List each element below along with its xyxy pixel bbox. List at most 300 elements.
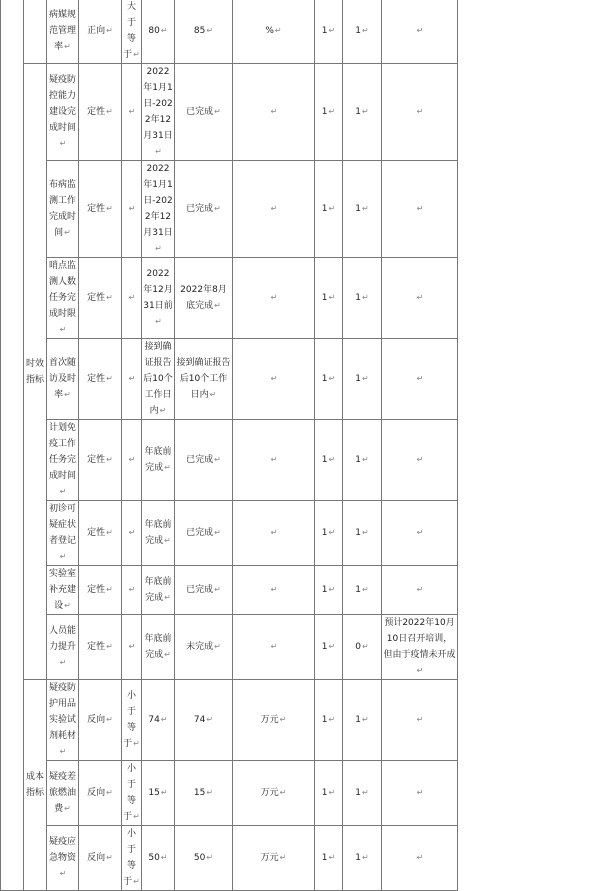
cell-w2-text: 1 [355,374,362,384]
paragraph-mark-icon: ↵ [133,50,140,59]
paragraph-mark-icon: ↵ [270,528,278,537]
cell-target-text: 年底前完成 [144,634,172,660]
paragraph-mark-icon: ↵ [160,853,168,862]
cell-unit-text: 万元 [260,715,279,725]
cell-op [122,826,142,891]
cell-unit [233,501,315,566]
paragraph-mark-icon: ↵ [64,42,71,51]
cell-unit [233,566,315,615]
paragraph-mark-icon: ↵ [362,455,369,464]
cell-w2 [343,0,382,64]
paragraph-mark-icon: ↵ [416,107,424,116]
cell-note-text: 预计2022年10月10日召开培训，但由于疫情未开成 [383,618,456,660]
cell-w2-text: 1 [355,455,362,465]
paragraph-mark-icon: ↵ [416,455,424,464]
cell-w1-text: 1 [321,374,328,384]
paragraph-mark-icon: ↵ [270,107,278,116]
paragraph-mark-icon: ↵ [106,293,113,302]
cell-nature-text: 反向 [87,715,106,725]
cell-actual [175,64,233,161]
paragraph-mark-icon: ↵ [328,853,336,862]
paragraph-mark-icon: ↵ [106,107,113,116]
table-row [1,615,605,680]
cell-w2 [343,566,382,615]
paragraph-mark-icon: ↵ [160,715,168,724]
cell-unit [233,161,315,258]
cell-w1 [315,0,343,64]
cell-actual-text: 已完成 [186,107,214,117]
cell-actual-text: 接到确证报告后10个工作日内 [176,358,231,400]
cell-nature [79,339,122,420]
cell-actual-text: 85 [193,26,206,36]
paragraph-mark-icon: ↵ [106,853,113,862]
paragraph-mark-icon: ↵ [106,204,113,213]
paragraph-mark-icon: ↵ [133,739,140,748]
cell-unit-text: 万元 [260,788,279,798]
table-row [1,420,605,501]
cell-nature-text: 定性 [87,374,106,384]
cell-op-text: 小于等于 [123,829,136,887]
cell-w2-text: 1 [355,293,362,303]
paragraph-mark-icon: ↵ [106,642,113,651]
paragraph-mark-icon: ↵ [59,139,67,148]
paragraph-mark-icon: ↵ [128,455,136,464]
cell-w2 [343,420,382,501]
cell-actual [175,161,233,258]
paragraph-mark-icon: ↵ [155,147,162,156]
cell-nature [79,501,122,566]
cell-target [142,566,175,615]
cell-w1 [315,420,343,501]
cell-w2-text: 1 [355,585,362,595]
paragraph-mark-icon: ↵ [328,788,336,797]
cell-actual-text: 已完成 [186,585,214,595]
cell-op [122,161,142,258]
cell-w2 [343,615,382,680]
cell-unit [233,258,315,339]
cell-unit-text: % [265,26,274,36]
cell-note [382,64,458,161]
paragraph-mark-icon: ↵ [59,487,67,496]
paragraph-mark-icon: ↵ [328,455,336,464]
paragraph-mark-icon: ↵ [128,204,136,213]
cell-w2 [343,761,382,826]
paragraph-mark-icon: ↵ [206,853,214,862]
cell-op [122,566,142,615]
cell-name-text: 布病监测工作完成时间 [48,180,76,238]
paragraph-mark-icon: ↵ [59,869,67,878]
cell-name [47,64,79,161]
cell-w2 [343,680,382,761]
paragraph-mark-icon: ↵ [214,107,221,116]
cell-target-text: 2022年1月1日-2022年12月31日 [143,67,173,141]
paragraph-mark-icon: ↵ [133,812,140,821]
cell-note [382,826,458,891]
cell-op [122,64,142,161]
table-row [1,501,605,566]
paragraph-mark-icon: ↵ [155,244,162,253]
paragraph-mark-icon: ↵ [128,107,136,116]
paragraph-mark-icon: ↵ [362,107,369,116]
group-label: 成本指标 [25,772,44,798]
cell-name-text: 人员能力提升 [48,626,76,652]
cell-w2 [343,826,382,891]
cell-w2-text: 1 [355,788,362,798]
paragraph-mark-icon: ↵ [362,642,369,651]
paragraph-mark-icon: ↵ [164,463,171,472]
paragraph-mark-icon: ↵ [133,877,140,886]
group-label: 时效指标 [25,358,44,385]
cell-actual [175,615,233,680]
paragraph-mark-icon: ↵ [64,228,71,237]
cell-actual-text: 已完成 [186,455,214,465]
paragraph-mark-icon: ↵ [106,374,113,383]
cell-actual [175,826,233,891]
paragraph-mark-icon: ↵ [416,715,424,724]
cell-actual [175,0,233,64]
cell-w1-text: 1 [321,788,328,798]
paragraph-mark-icon: ↵ [59,747,67,756]
paragraph-mark-icon: ↵ [328,374,336,383]
cell-unit-text: 万元 [260,853,279,863]
paragraph-mark-icon: ↵ [155,317,162,326]
cell-nature [79,64,122,161]
cell-nature-text: 定性 [87,528,106,538]
paragraph-mark-icon: ↵ [206,788,214,797]
cell-nature [79,161,122,258]
cell-target [142,826,175,891]
cell-note [382,615,458,680]
cell-target [142,0,175,64]
cell-w2-text: 1 [355,26,362,36]
paragraph-mark-icon: ↵ [128,528,136,537]
paragraph-mark-icon: ↵ [328,107,336,116]
paragraph-mark-icon: ↵ [362,204,369,213]
paragraph-mark-icon: ↵ [362,293,369,302]
paragraph-mark-icon: ↵ [416,666,424,675]
paragraph-mark-icon: ↵ [328,204,336,213]
cell-unit [233,0,315,64]
cell-actual [175,761,233,826]
cell-nature [79,761,122,826]
paragraph-mark-icon: ↵ [279,715,287,724]
paragraph-mark-icon: ↵ [362,528,369,537]
cell-nature-text: 反向 [87,788,106,798]
cell-unit [233,761,315,826]
cell-nature-text: 定性 [87,585,106,595]
cell-name [47,615,79,680]
cell-nature [79,258,122,339]
cell-target-text: 15 [148,788,160,798]
paragraph-mark-icon: ↵ [270,293,278,302]
cell-name-text: 病媒规范管理率 [48,10,76,52]
cell-op [122,615,142,680]
cell-target [142,161,175,258]
paragraph-mark-icon: ↵ [214,642,221,651]
paragraph-mark-icon: ↵ [416,204,424,213]
paragraph-mark-icon: ↵ [159,406,167,415]
paragraph-mark-icon: ↵ [362,26,369,35]
paragraph-mark-icon: ↵ [106,455,113,464]
table-row [1,161,605,258]
cell-actual [175,258,233,339]
cell-op [122,420,142,501]
paragraph-mark-icon: ↵ [64,601,71,610]
cell-target-text: 2022年12月31日前 [143,269,173,311]
cell-nature-text: 定性 [87,455,106,465]
cell-target [142,501,175,566]
paragraph-mark-icon: ↵ [160,788,168,797]
cell-name [47,161,79,258]
paragraph-mark-icon: ↵ [128,293,136,302]
cell-name-text: 疑疫防控能力建设完成时间 [48,75,76,133]
cell-op [122,501,142,566]
cell-name-text: 初诊可疑症状者登记 [48,504,76,546]
paragraph-mark-icon: ↵ [362,585,369,594]
cell-op-text: 大于等于 [123,2,136,60]
paragraph-mark-icon: ↵ [106,788,113,797]
paragraph-mark-icon: ↵ [416,853,424,862]
cell-note [382,161,458,258]
cell-w1-text: 1 [321,585,328,595]
cell-name [47,420,79,501]
cell-unit [233,64,315,161]
cell-op-text: 小于等于 [123,764,136,822]
paragraph-mark-icon: ↵ [106,585,113,594]
paragraph-mark-icon: ↵ [214,455,221,464]
paragraph-mark-icon: ↵ [128,585,136,594]
cell-w1-text: 1 [321,107,328,117]
cell-target-text: 年底前完成 [144,577,172,603]
table-row [1,680,605,761]
paragraph-mark-icon: ↵ [270,585,278,594]
cell-w1 [315,761,343,826]
paragraph-mark-icon: ↵ [64,804,71,813]
cell-nature-text: 定性 [87,204,106,214]
paragraph-mark-icon: ↵ [214,528,221,537]
cell-target [142,64,175,161]
cell-actual-text: 74 [193,715,206,725]
paragraph-mark-icon: ↵ [274,26,282,35]
paragraph-mark-icon: ↵ [416,585,424,594]
cell-w1 [315,615,343,680]
cell-name [47,258,79,339]
paragraph-mark-icon: ↵ [164,593,171,602]
paragraph-mark-icon: ↵ [416,528,424,537]
cell-op [122,0,142,64]
paragraph-mark-icon: ↵ [59,325,67,334]
cell-op [122,339,142,420]
table-row [1,566,605,615]
paragraph-mark-icon: ↵ [64,390,71,399]
cell-note [382,258,458,339]
paragraph-mark-icon: ↵ [214,585,221,594]
cell-actual [175,420,233,501]
cell-target-text: 50 [148,853,160,863]
paragraph-mark-icon: ↵ [164,536,171,545]
cell-w2-text: 1 [355,528,362,538]
table-row [1,761,605,826]
cell-nature [79,826,122,891]
paragraph-mark-icon: ↵ [362,374,369,383]
paragraph-mark-icon: ↵ [328,293,336,302]
cell-actual [175,339,233,420]
cell-nature [79,566,122,615]
cell-w1 [315,501,343,566]
cell-actual-text: 50 [193,853,206,863]
cell-name-text: 疑疫防护用品实验试剂耗材 [48,683,76,741]
paragraph-mark-icon: ↵ [214,301,221,310]
cell-note [382,501,458,566]
cell-name-text: 计划免疫工作任务完成时间 [48,423,76,481]
cell-actual-text: 15 [193,788,206,798]
cell-name-text: 疑疫差旅燃油费 [48,772,76,814]
paragraph-mark-icon: ↵ [328,715,336,724]
paragraph-mark-icon: ↵ [206,715,214,724]
paragraph-mark-icon: ↵ [362,715,369,724]
group-timeliness [24,64,47,680]
paragraph-mark-icon: ↵ [106,528,113,537]
cell-target-text: 80 [148,26,160,36]
paragraph-mark-icon: ↵ [59,658,67,667]
paragraph-mark-icon: ↵ [328,642,336,651]
cell-note [382,420,458,501]
paragraph-mark-icon: ↵ [279,788,287,797]
paragraph-mark-icon: ↵ [270,204,278,213]
paragraph-mark-icon: ↵ [209,390,217,399]
cell-target-text: 年底前完成 [144,520,172,546]
cell-target-text: 接到确证报告后10个工作日内 [143,342,173,416]
cell-unit [233,339,315,420]
group-cost [24,680,47,891]
cell-nature [79,420,122,501]
cell-actual [175,680,233,761]
cell-w2 [343,161,382,258]
cell-actual [175,501,233,566]
paragraph-mark-icon: ↵ [214,204,221,213]
cell-name-text: 首次随访及时率 [48,358,76,400]
cell-note [382,761,458,826]
cell-w2-text: 1 [355,853,362,863]
cell-op [122,258,142,339]
cell-w2 [343,339,382,420]
paragraph-mark-icon: ↵ [164,650,171,659]
cell-name [47,761,79,826]
cell-note [382,339,458,420]
table-row [1,0,605,64]
paragraph-mark-icon: ↵ [206,26,214,35]
cell-nature [79,615,122,680]
cell-target [142,420,175,501]
cell-target-text: 2022年1月1日-2022年12月31日 [143,164,173,238]
cell-name [47,826,79,891]
cell-name [47,339,79,420]
cell-note [382,680,458,761]
cell-actual [175,566,233,615]
cell-note [382,0,458,64]
paragraph-mark-icon: ↵ [270,374,278,383]
cell-w1 [315,826,343,891]
cell-w1 [315,339,343,420]
paragraph-mark-icon: ↵ [160,26,168,35]
cell-nature-text: 正向 [87,26,106,36]
paragraph-mark-icon: ↵ [270,455,278,464]
paragraph-mark-icon: ↵ [416,374,424,383]
cell-target-text: 年底前完成 [144,447,172,473]
cell-actual-text: 2022年8月底完成 [180,285,227,311]
cell-unit [233,680,315,761]
paragraph-mark-icon: ↵ [106,26,113,35]
cell-w2-text: 1 [355,715,362,725]
cell-w2 [343,64,382,161]
cell-nature-text: 定性 [87,293,106,303]
table-row [1,339,605,420]
cell-name-text: 实验室补充建设 [48,569,76,611]
cell-actual-text: 已完成 [186,204,214,214]
cell-actual-text: 已完成 [186,528,214,538]
cell-target [142,258,175,339]
cell-note [382,566,458,615]
table-row [1,826,605,891]
cell-name [47,501,79,566]
paragraph-mark-icon: ↵ [59,552,67,561]
paragraph-mark-icon: ↵ [328,26,336,35]
cell-nature [79,0,122,64]
cell-w1 [315,566,343,615]
cell-op [122,680,142,761]
cell-target [142,680,175,761]
cell-w1-text: 1 [321,853,328,863]
cell-unit [233,826,315,891]
group-cell [24,0,47,64]
cell-nature-text: 反向 [87,853,106,863]
paragraph-mark-icon: ↵ [416,293,424,302]
cell-name [47,680,79,761]
cell-nature [79,680,122,761]
cell-w1 [315,161,343,258]
cell-target-text: 74 [148,715,160,725]
cell-w2-text: 1 [355,107,362,117]
cell-w1-text: 1 [321,715,328,725]
cell-w1-text: 1 [321,455,328,465]
cell-actual-text: 未完成 [186,642,214,652]
paragraph-mark-icon: ↵ [416,26,424,35]
cell-target [142,339,175,420]
cell-name-text: 疑疫应急物资 [48,837,76,863]
cell-w1-text: 1 [321,293,328,303]
paragraph-mark-icon: ↵ [362,788,369,797]
cell-unit [233,615,315,680]
paragraph-mark-icon: ↵ [128,374,136,383]
paragraph-mark-icon: ↵ [106,715,113,724]
paragraph-mark-icon: ↵ [279,853,287,862]
paragraph-mark-icon: ↵ [328,528,336,537]
outer-cell [1,0,24,891]
table-row [1,64,605,161]
cell-target [142,615,175,680]
cell-op [122,761,142,826]
cell-w1 [315,680,343,761]
cell-name [47,566,79,615]
cell-nature-text: 定性 [87,107,106,117]
cell-unit [233,420,315,501]
cell-op-text: 小于等于 [123,691,136,749]
cell-name-text: 哨点监测人数任务完成时限 [48,261,76,319]
cell-w1-text: 1 [321,642,328,652]
cell-w1-text: 1 [321,204,328,214]
cell-w1 [315,64,343,161]
cell-w1-text: 1 [321,26,328,36]
